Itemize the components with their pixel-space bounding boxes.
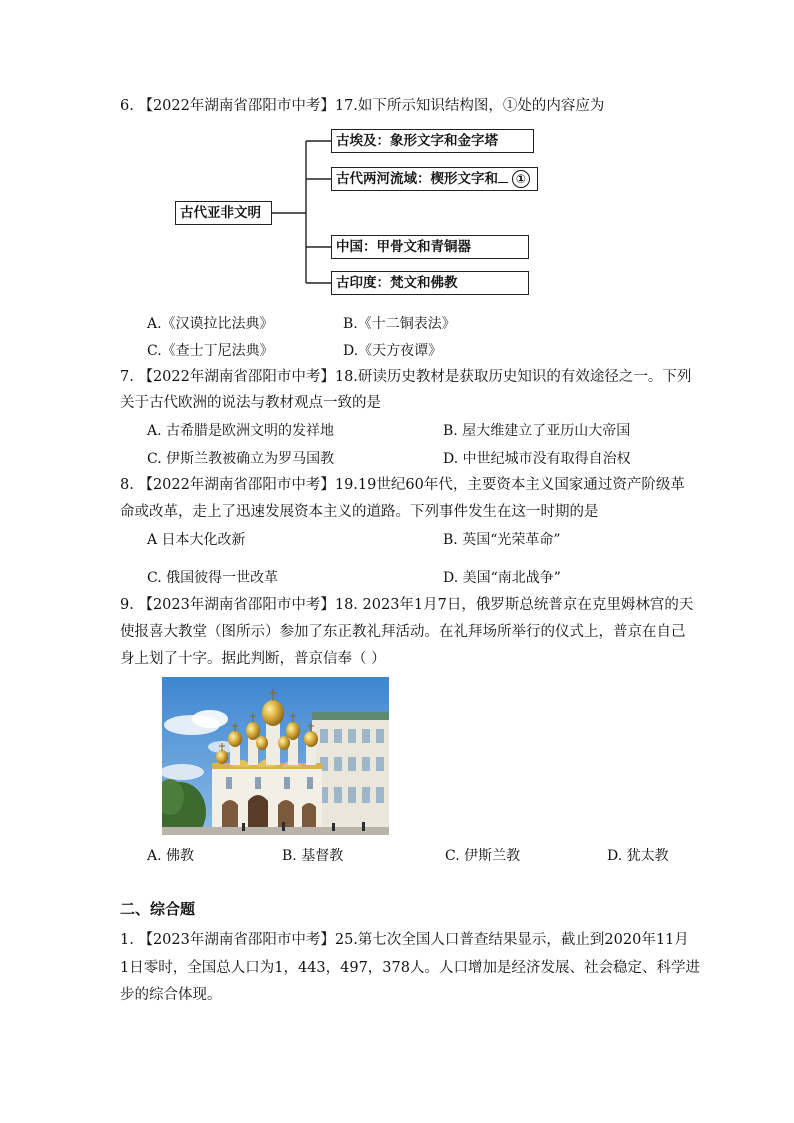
question-7-line2: 关于古代欧洲的说法与教材观点一致的是 (120, 395, 381, 411)
question-8-line2: 命或改革，走上了迅速发展资本主义的道路。下列事件发生在这一时期的是 (120, 504, 599, 520)
question-7-line1 (120, 367, 691, 387)
question-text: 25.第七次全国人口普查结果显示，截止到2020年11月 (334, 932, 689, 948)
diagram-branch-mesopotamia-text: 古代两河流域：楔形文字和 (336, 171, 498, 187)
section2-question-1-line1 (120, 930, 689, 950)
q7-option-b[interactable]: B. 屋大维建立了亚历山大帝国 (443, 423, 631, 439)
diagram-branch-mesopotamia (331, 167, 538, 191)
circled-marker: ① (512, 170, 530, 188)
question-number: 7. (120, 369, 134, 385)
q8-option-b[interactable]: B. 英国“光荣革命” (443, 532, 561, 548)
question-9-line2: 使报喜大教堂（图所示）参加了东正教礼拜活动。在礼拜场所举行的仪式上，普京在自己 (120, 624, 686, 640)
q8-option-c[interactable]: C. 俄国彼得一世改革 (147, 570, 279, 586)
question-number: 8. (120, 477, 134, 493)
question-source: 【2022年湖南省邵阳市中考】 (138, 98, 335, 114)
question-text: 18.研读历史教材是获取历史知识的有效途径之一。下列 (334, 369, 692, 385)
q6-option-a[interactable]: A.《汉谟拉比法典》 (147, 316, 274, 332)
question-number: 9. (120, 597, 134, 613)
q6-option-b[interactable]: B.《十二铜表法》 (343, 316, 456, 332)
question-source: 【2022年湖南省邵阳市中考】 (138, 477, 335, 493)
q9-option-d[interactable]: D. 犹太教 (607, 848, 669, 864)
diagram-root-box: 古代亚非文明 (175, 201, 272, 225)
question-9-line3: 身上划了十字。据此判断，普京信奉（ ） (120, 651, 386, 667)
q7-option-a[interactable]: A. 古希腊是欧洲文明的发祥地 (147, 423, 335, 439)
question-source: 【2023年湖南省邵阳市中考】 (138, 597, 335, 613)
cathedral-illustration (162, 677, 389, 835)
question-source: 【2022年湖南省邵阳市中考】 (138, 369, 335, 385)
question-number: 6. (120, 98, 134, 114)
cathedral-photo (162, 677, 389, 835)
question-9-line1 (120, 595, 693, 615)
section2-question-1-line2: 1日零时，全国总人口为1，443，497，378人。人口增加是经济发展、社会稳定、科学进 (120, 960, 700, 976)
q6-option-d[interactable]: D.《天方夜谭》 (343, 343, 443, 359)
q9-option-a[interactable]: A. 佛教 (147, 848, 195, 864)
diagram-branch-india: 古印度：梵文和佛教 (331, 271, 529, 295)
diagram-branch-egypt: 古埃及：象形文字和金字塔 (331, 129, 534, 153)
question-text: 17.如下所示知识结构图，①处的内容应为 (334, 98, 605, 114)
answer-blank (498, 170, 508, 183)
section2-question-1-line3: 步的综合体现。 (120, 987, 222, 1003)
q7-option-d[interactable]: D. 中世纪城市没有取得自治权 (443, 451, 631, 467)
section-heading: 二、综合题 (120, 900, 196, 918)
q9-option-c[interactable]: C. 伊斯兰教 (445, 848, 521, 864)
question-text: 19.19世纪60年代，主要资本主义国家通过资产阶级革 (334, 477, 685, 493)
q8-option-d[interactable]: D. 美国“南北战争” (443, 570, 561, 586)
q8-option-a[interactable]: A 日本大化改新 (147, 532, 246, 548)
diagram-branch-china: 中国：甲骨文和青铜器 (331, 235, 529, 259)
q6-option-c[interactable]: C.《查士丁尼法典》 (147, 343, 274, 359)
q9-option-b[interactable]: B. 基督教 (282, 848, 344, 864)
q7-option-c[interactable]: C. 伊斯兰教被确立为罗马国教 (147, 451, 335, 467)
question-8-line1 (120, 475, 685, 495)
question-number: 1. (120, 932, 134, 948)
question-text: 18. 2023年1月7日，俄罗斯总统普京在克里姆林宫的天 (334, 597, 694, 613)
question-source: 【2023年湖南省邵阳市中考】 (138, 932, 335, 948)
